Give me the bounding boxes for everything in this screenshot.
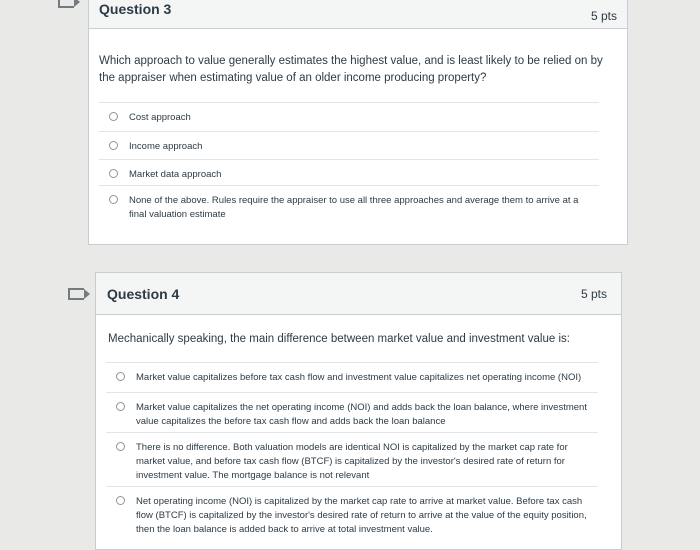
- question-4-points: 5 pts: [580, 287, 607, 301]
- answer-label: Net operating income (NOI) is capitalized by the market cap rate to arrive at market value. Before tax cash flow (BTCF) is capitalized by the investor's desired rate of return to arrive at the value of the equity position, then the loan balance is added back to arrive at total investment value.: [136, 496, 587, 535]
- radio-button[interactable]: [109, 112, 118, 121]
- question-4-answers: [106, 362, 598, 543]
- answer-label: There is no difference. Both valuation models are identical NOI is capitalized by the market cap rate for market value, and before tax cash flow (BTCF) is capitalized by the investor's desired rate of return for investment value. The mortgage balance is not relevant: [136, 442, 568, 481]
- question-4-text: Mechanically speaking, the main difference between market value and investment value is:: [108, 333, 570, 345]
- answer-label: None of the above. Rules require the appraiser to use all three approaches and average them to arrive at a final valuation estimate: [129, 195, 579, 220]
- question-4-title: Question 4: [107, 286, 180, 302]
- answer-label: Market value capitalizes the net operating income (NOI) and adds back the loan balance, where investment value capitalizes the before tax cash flow and adds back the loan balance: [136, 402, 587, 427]
- answer-option[interactable]: [106, 487, 598, 543]
- answer-label: Income approach: [129, 141, 203, 152]
- question-3-header: [89, 0, 627, 29]
- answer-label: Market value capitalizes before tax cash flow and investment value capitalizes net operating income (NOI): [136, 372, 582, 383]
- question-3-title: Question 3: [99, 1, 172, 17]
- answer-option[interactable]: [99, 186, 599, 234]
- answer-label: Market data approach: [129, 169, 222, 180]
- answer-option[interactable]: [106, 363, 598, 393]
- flag-icon[interactable]: [58, 0, 74, 8]
- question-3-answers: [99, 102, 599, 234]
- question-4-card: [95, 272, 622, 550]
- radio-button[interactable]: [109, 141, 118, 150]
- question-3-text: Which approach to value generally estimates the highest value, and is least likely to be relied on by the appraiser when estimating value of an older income producing property?: [99, 55, 603, 84]
- radio-button[interactable]: [116, 402, 125, 411]
- question-4-header: [96, 273, 621, 315]
- radio-button[interactable]: [116, 442, 125, 451]
- radio-button[interactable]: [109, 169, 118, 178]
- radio-button[interactable]: [116, 496, 125, 505]
- answer-label: Cost approach: [129, 112, 191, 123]
- question-3-card: [88, 0, 628, 245]
- radio-button[interactable]: [116, 372, 125, 381]
- answer-option[interactable]: [99, 160, 599, 186]
- answer-option[interactable]: [106, 393, 598, 433]
- radio-button[interactable]: [109, 195, 118, 204]
- answer-option[interactable]: [106, 433, 598, 487]
- flag-icon[interactable]: [68, 288, 84, 300]
- question-3-points: 5 pts: [590, 9, 617, 23]
- answer-option[interactable]: [99, 103, 599, 132]
- answer-option[interactable]: [99, 132, 599, 160]
